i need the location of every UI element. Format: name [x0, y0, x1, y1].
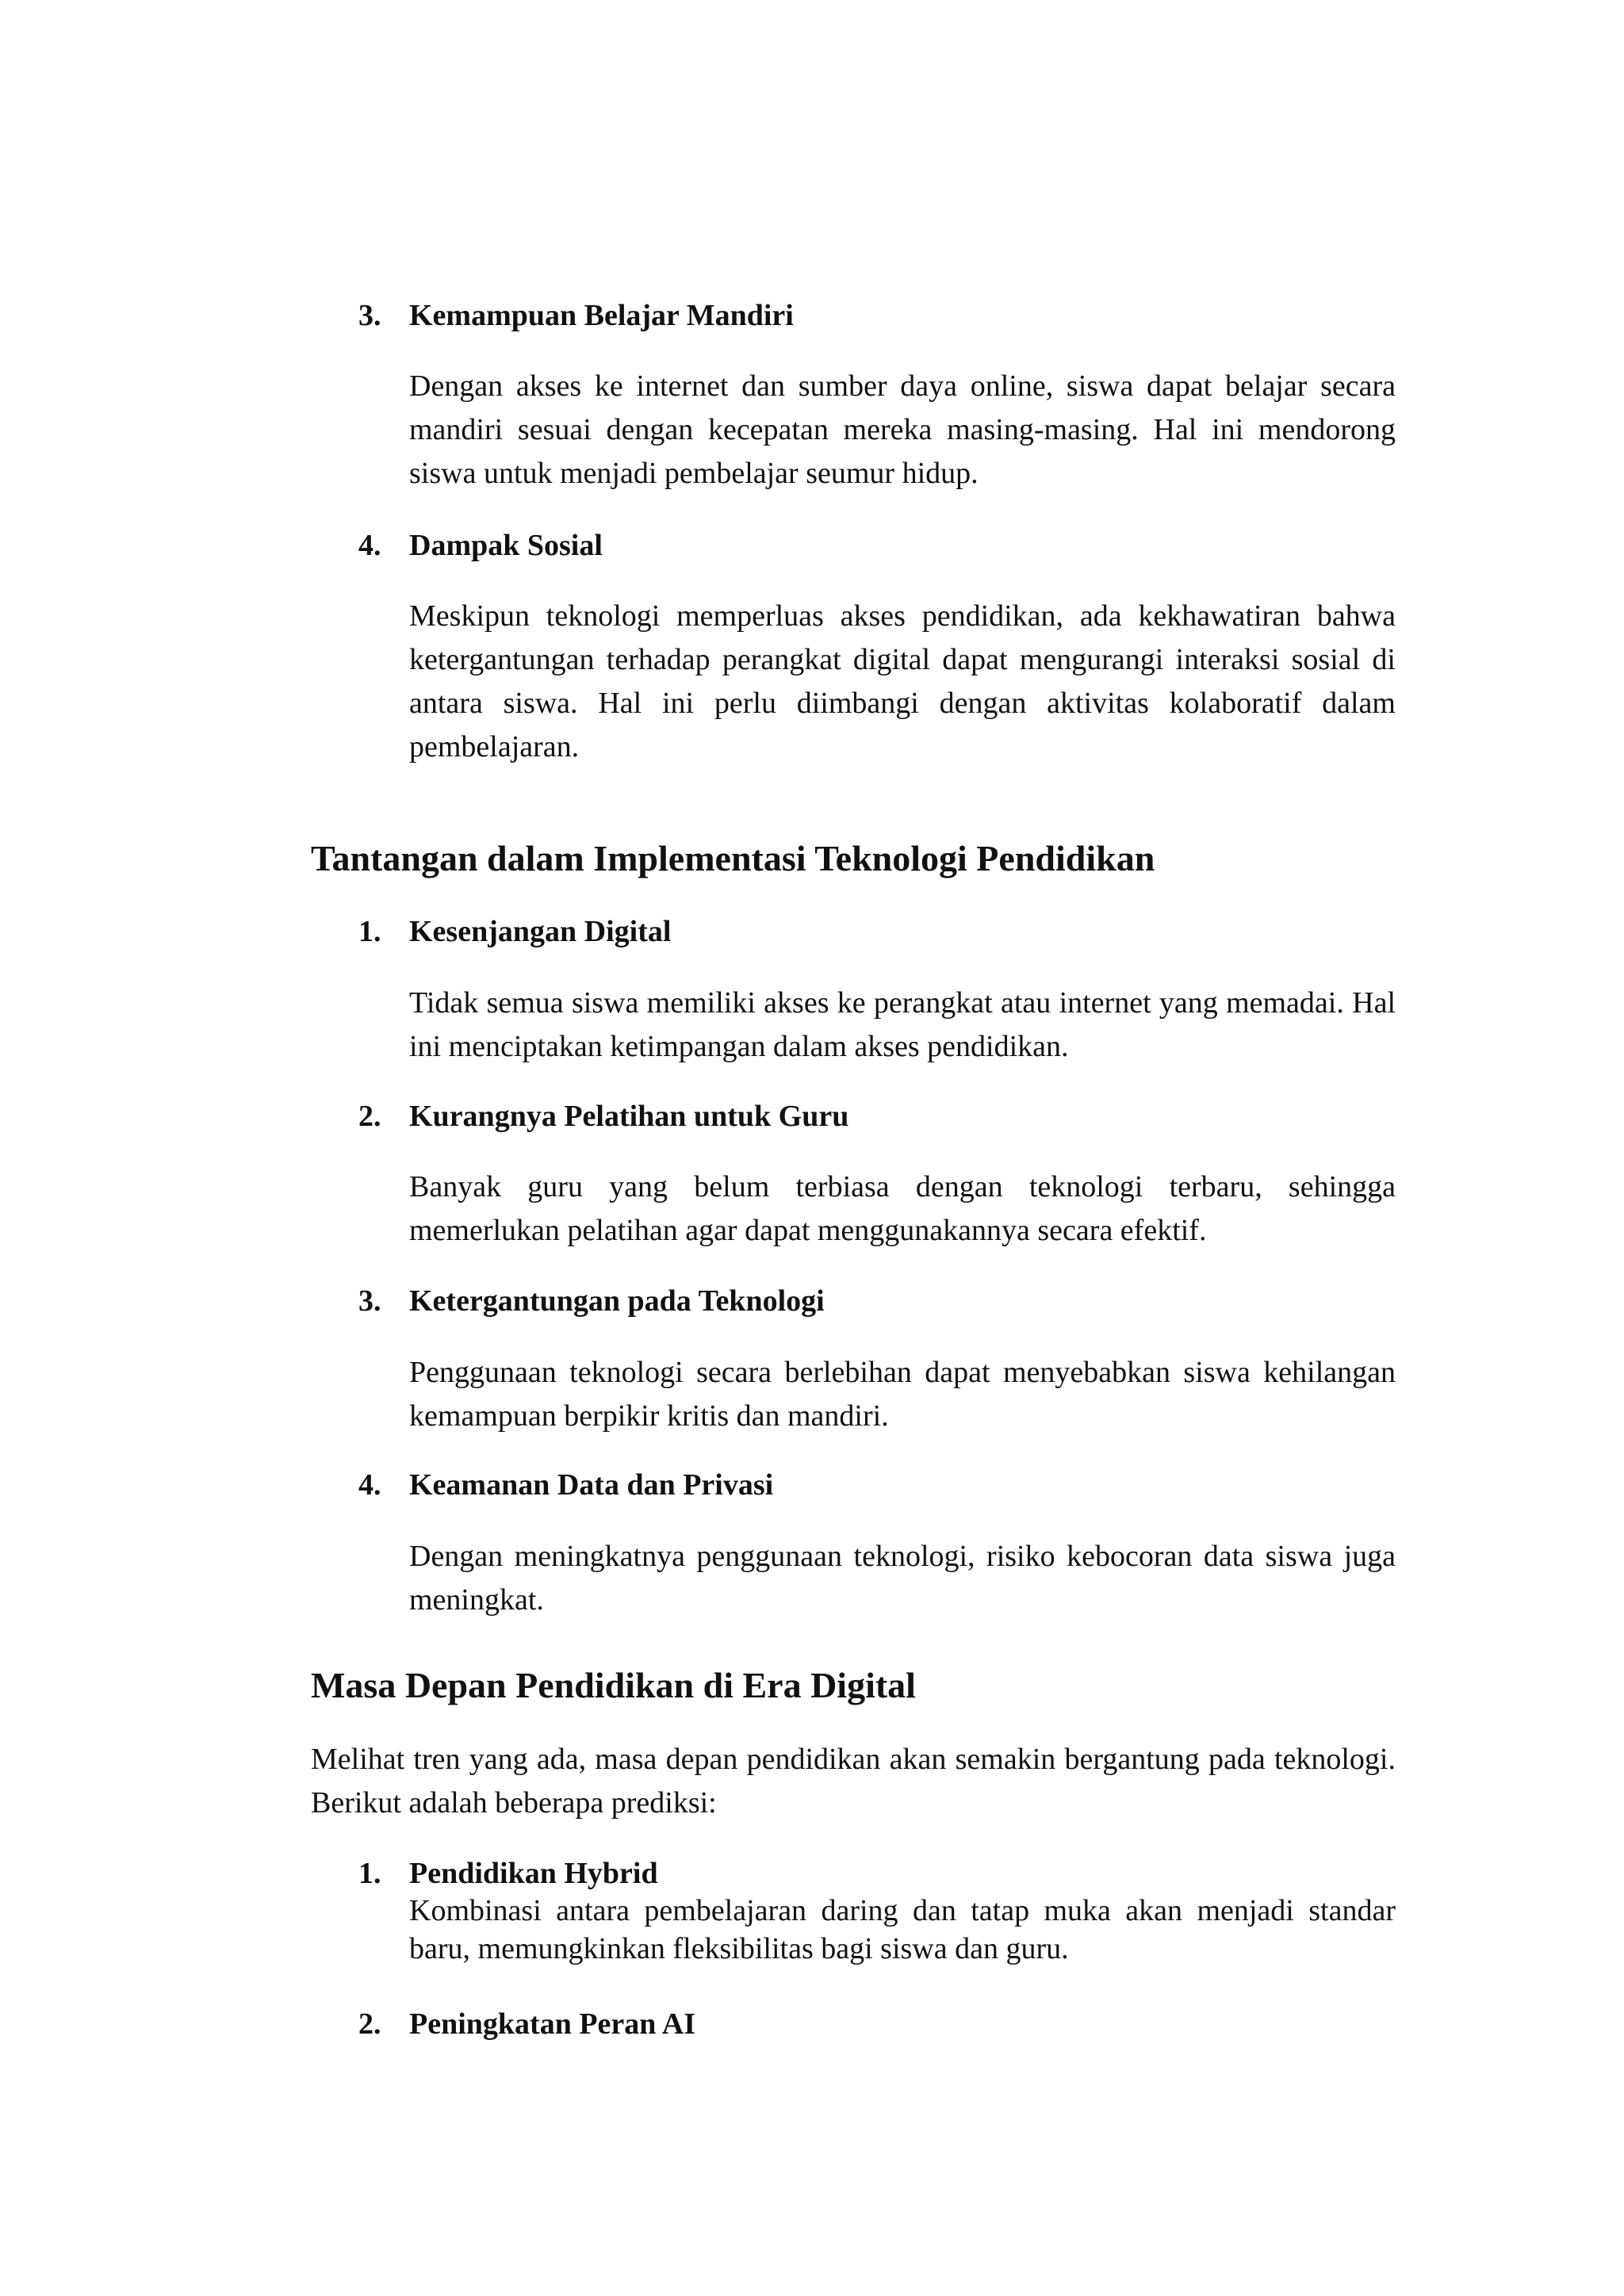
list-item-title: Kemampuan Belajar Mandiri	[409, 299, 794, 332]
section-intro: Melihat tren yang ada, masa depan pendidikan akan semakin bergantung pada teknologi. Berikut adalah beberapa prediksi:	[311, 1743, 1396, 1820]
list-number: 4.	[358, 529, 381, 562]
list-item-title: Peningkatan Peran AI	[409, 2007, 696, 2041]
list-number: 2.	[358, 1100, 381, 1133]
list-item-title: Kesenjangan Digital	[409, 915, 672, 948]
list-number: 1.	[358, 915, 381, 948]
section-heading: Masa Depan Pendidikan di Era Digital	[311, 1665, 916, 1705]
list-item-title: Kurangnya Pelatihan untuk Guru	[409, 1100, 849, 1133]
list-item-title: Pendidikan Hybrid	[409, 1857, 658, 1890]
list-item-title: Keamanan Data dan Privasi	[409, 1468, 774, 1502]
list-item-body: Tidak semua siswa memiliki akses ke perangkat atau internet yang memadai. Hal ini menciptakan ketimpangan dalam akses pendidikan.	[409, 986, 1396, 1063]
list-item-body: Meskipun teknologi memperluas akses pendidikan, ada kekhawatiran bahwa ketergantungan terhadap perangkat digital dapat mengurangi interaksi sosial di antara siswa. Hal ini perlu diimbangi dengan aktivitas kolaboratif dalam pembelajaran.	[409, 599, 1396, 763]
list-item-body: Dengan meningkatnya penggunaan teknologi, risiko kebocoran data siswa juga meningkat.	[409, 1540, 1396, 1617]
list-item-body: Kombinasi antara pembelajaran daring dan tatap muka akan menjadi standar baru, memungkinkan fleksibilitas bagi siswa dan guru.	[409, 1894, 1396, 1965]
list-number: 2.	[358, 2007, 381, 2041]
list-item-body: Penggunaan teknologi secara berlebihan dapat menyebabkan siswa kehilangan kemampuan berpikir kritis dan mandiri.	[409, 1356, 1396, 1433]
section-heading: Tantangan dalam Implementasi Teknologi Pendidikan	[311, 838, 1155, 878]
list-number: 3.	[358, 1284, 381, 1318]
list-item-body: Banyak guru yang belum terbiasa dengan teknologi terbaru, sehingga memerlukan pelatihan agar dapat menggunakannya secara efektif.	[409, 1170, 1396, 1247]
list-number: 3.	[358, 299, 381, 332]
list-number: 1.	[358, 1857, 381, 1890]
list-number: 4.	[358, 1468, 381, 1502]
list-item-body: Dengan akses ke internet dan sumber daya online, siswa dapat belajar secara mandiri sesuai dengan kecepatan mereka masing-masing. Hal ini mendorong siswa untuk menjadi pembelajar seumur hidup.	[409, 369, 1396, 490]
list-item-title: Ketergantungan pada Teknologi	[409, 1284, 825, 1318]
list-item-title: Dampak Sosial	[409, 529, 603, 562]
